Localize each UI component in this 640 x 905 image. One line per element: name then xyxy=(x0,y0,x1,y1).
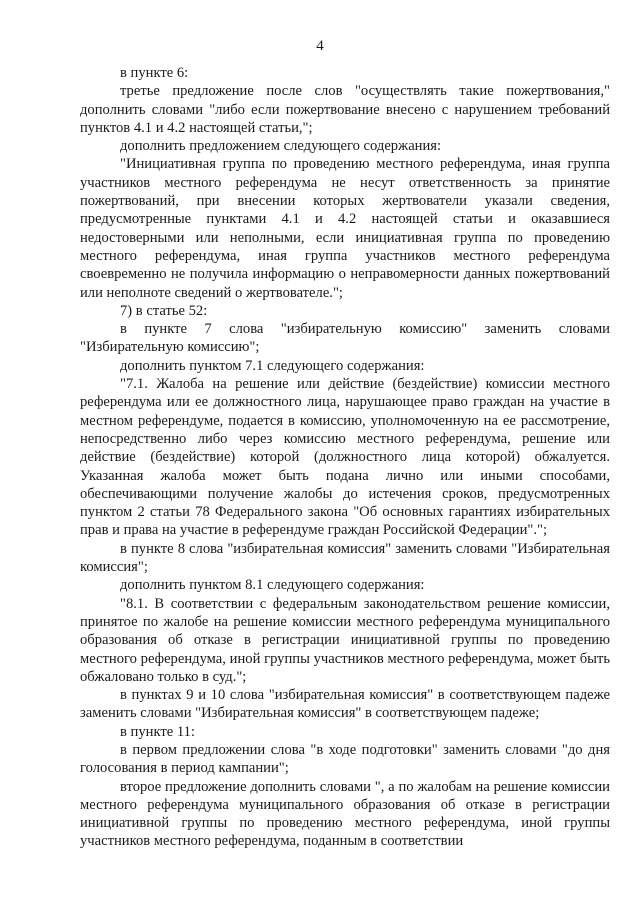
paragraph: в пунктах 9 и 10 слова "избирательная комиссия" в соответствующем падеже заменить словами "Избирательная комиссия" в соответствующем падеже; xyxy=(80,687,610,722)
paragraph: в первом предложении слова "в ходе подготовки" заменить словами "до дня голосования в период кампании"; xyxy=(80,741,610,777)
paragraph: "Инициативная группа по проведению местного референдума, иная группа участников местного референдума не несут ответственность за принятие пожертвований, при внесении которых жертвователи указали сведения, предусмотренные пунктами 4.1 и 4.2 настоящей статьи и оказавшиеся недостоверными или неполными, если инициативная группа по проведению местного референдума, иная группа участников местного референдума своевременно не получила информацию о неправомерности данных пожертвований или неполноте сведений о жертвователе."; xyxy=(80,156,610,301)
paragraph: в пункте 7 слова "избирательную комиссию" заменить словами "Избирательную комиссию"; xyxy=(80,321,610,356)
paragraph: третье предложение после слов "осуществлять такие пожертвования," дополнить словами "либо если пожертвование внесено с нарушением требований пунктов 4.1 и 4.2 настоящей статьи,"; xyxy=(80,83,610,136)
paragraph: дополнить предложением следующего содержания: xyxy=(120,138,442,155)
paragraph: "7.1. Жалоба на решение или действие (бездействие) комиссии местного референдума или ее должностного лица, нарушающее право граждан на участие в местном референдуме, подается в комиссию, уполномоченную на ее рассмотрение, непосредственно либо через комиссию местного референдума, решение или действие (бездействие) которой (должностного лица которой) обжалуется. Указанная жалоба может быть подана лично или иными способами, обеспечивающими получение жалобы до истечения сроков, предусмотренных пунктом 2 статьи 78 Федерального закона "Об основных гарантиях избирательных прав и права на участие в референдуме граждан Российской Федерации"."; xyxy=(80,376,610,539)
document-body xyxy=(80,64,610,851)
paragraph: 7) в статье 52: xyxy=(120,302,208,319)
paragraph: второе предложение дополнить словами ", а по жалобам на решение комиссии местного референдума муниципального образования об отказе в регистрации инициативной группы по проведению местного референдума, иной группы участников местного референдума, поданным в соответствии xyxy=(80,778,610,850)
paragraph: в пункте 11: xyxy=(120,723,195,740)
paragraph: в пункте 8 слова "избирательная комиссия" заменить словами "Избирательная комиссия"; xyxy=(80,540,610,576)
paragraph: дополнить пунктом 7.1 следующего содержания: xyxy=(120,357,425,374)
paragraph: дополнить пунктом 8.1 следующего содержания: xyxy=(120,577,425,594)
paragraph: "8.1. В соответствии с федеральным законодательством решение комиссии, принятое по жалобе на решение комиссии местного референдума муниципального образования об отказе в регистрации инициативной группы по проведению местного референдума, иной группы участников местного референдума, может быть обжаловано только в суд."; xyxy=(80,595,610,685)
paragraph: в пункте 6: xyxy=(120,65,189,81)
page-number: 4 xyxy=(316,38,324,54)
